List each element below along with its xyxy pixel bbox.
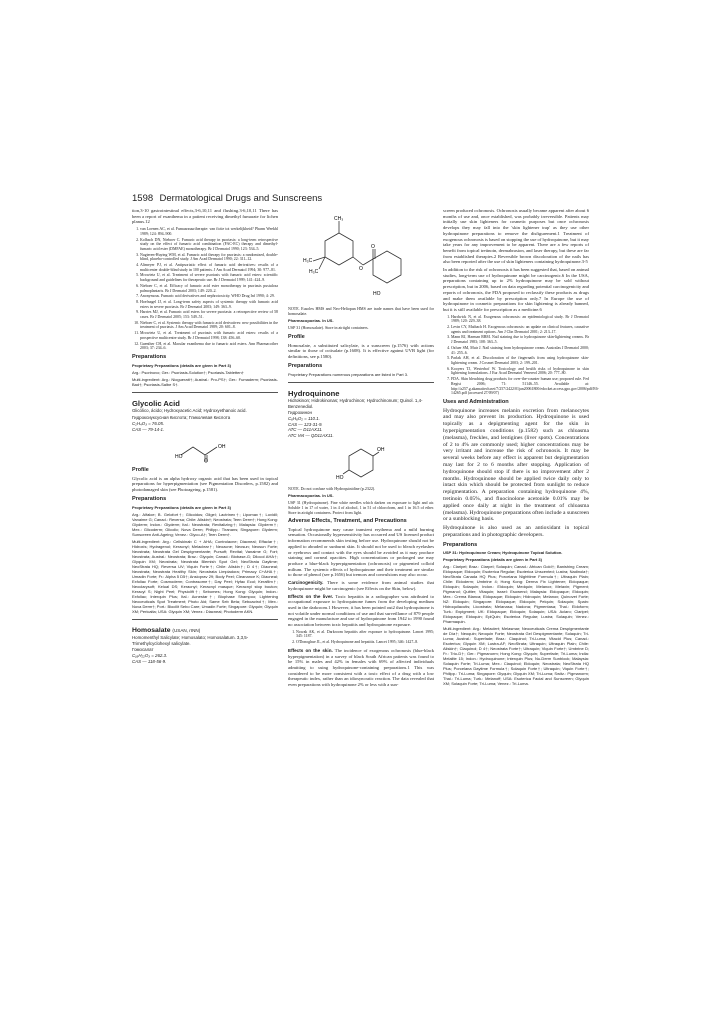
section-divider [132,619,278,620]
intro-paragraph: tion,3-10 gastrointestinal effects,3-6,10,11 and flushing.3-6,10,11 There has been a report of exanthema in a patient receiving dimethyl fumarate for lichen planus.12 [132,208,278,225]
skin-effects-paragraph [288,648,434,688]
homosalate-usp: USP 31 (Homosalate). Store in airtight containers. [288,325,369,330]
reference-item: 12. Guenther CH, et al. Macular exanthema due to fumaric acid esters. Ann Pharmacother 2003; 37: 234–6. [140,342,278,351]
carcinogenicity-paragraph [288,580,434,591]
hydroquinone-usp: USP 31 (Hydroquinone). Fine white needles which darken on exposure to light and air. Soluble 1 in 17 of water, 1 in 4 of alcohol, 1 in 51 of chloroform, and 1 in 16.5 of ether. Store in airtight containers. Protect from light. [288,500,434,516]
reference-item: 2. Levin CY, Maibach H. Exogenous ochronosis: an update on clinical features, causative agents and treatment options. Am J Clin Dermatol 2001; 2: 213–17. [451,325,589,334]
hydroquinone-synonyms: Hidrokinon; Hidrokinonas; Hydrochinon; Hydrochinonum; Quinol. 1,4-Benzenediol. [288,398,423,409]
uses-paragraph-1: Hydroquinone increases melanin excretion from melanocytes and may also prevent its production. Hydroquinone is used topically as a depigmenting agent for the skin in hyperpigmentation conditions (p.1582) such as chloasma (melasma), freckles, and lentigines (liver spots). Concentrations of 2 to 4% are commonly used; higher concentrations may be very irritant and increase the risk of ochronosis. It may be several weeks before any effect is apparent but depigmentation may last for 2 to 6 months after stopping. Application of hydroquinone should stop if there is no improvement after 2 months. Hydroquinone should be applied twice daily only to intact skin which should be protected from sunlight to reduce repigmentation. A preparation containing hydroquinone 4%, tretinoin 0.05%, and fluocinolone acetonide 0.01% may be applied once daily at night in the treatment of chloasma (melasma). Hydroquinone preparations often include a sunscreen or a sunblocking basis. [443,407,589,523]
reference-item: 11. Mrowietz U, et al. Treatment of psoriasis with fumaric acid esters: results of a prospective multicentre study. Br J Dermatol 1998; 138: 456–60. [140,331,278,340]
skin-effects-label: Effects on the skin. [288,647,333,653]
homosalate-cas: CAS — 118-56-9. [132,658,167,664]
adverse-effects-text: Topical hydroquinone may cause transient erythema and a mild burning sensation. Occasionally hypersensitivity has occurred and US licensed product information recommends skin testing before use. Hydroquinone should not be applied to abraded or sunburnt skin. It should not be used to bleach eyelashes or eyebrows and contact with the eyes should be avoided as it may produce staining and corneal opacities. High concentrations or prolonged use may produce a blue-black hyperpigmentation (ochronosis) or pigmented colloid milium. The systemic effects of hydroquinone and their treatment are similar to those of phenol (see p.1656) but tremors and convulsions may also occur. [288,526,434,578]
hydroquinone-note: NOTE. Do not confuse with Hydroquinidine (p.2322). [288,486,376,492]
reference-item: 6. Kooyers TJ, Westerhof W. Toxicology and health risks of hydroquinone in skin lightening formulations. J Eur Acad Dermatol Venereol 2006; 20: 777–80. [451,367,589,376]
multi-ingredient-list: Multi-ingredient: Arg.: Niogueratt†; Austral.: Pro-PS†; Ger.: Fumaderm; Psoriasis-Bad†; Psoriasis-Salbe S†. [132,376,278,387]
liver-effects-label: Effects on the liver. [288,593,334,599]
section-divider [132,392,278,393]
svg-text:H₃C: H₃C [309,269,319,275]
glycolic-proprietary-list: Arg.: Alfaloe; B. Gelofort†; Glicoidos; Gligel; Lactrinex†; Lipomax†; Lovidil; Vanaime G; Canad.: Reversa; Chile: Aliskin†; Neostrata; Teen Derm†; Hong Kong: Glyderm; Indon.: Glyderm; Ital.: Neostrata; Revitalizing†; Malaysia: Glyderm†; Mex.: Glicoderm; Glicolic; Nova Derm; Philipp.: Tiranans; Singapore: Glyderm; Sunscreen Anti-Ageing; Venez.: Glyco-A†; Teen Derm†. [132,511,278,537]
reference-item: 6. Nieboer C, et al. Efficacy of fumaric acid ester monotherapy in psoriasis pustulosa palmoplantaris. Br J Dermatol 2003; 149: 220–2. [140,284,278,293]
glycolic-profile-heading: Profile [132,467,149,474]
section-divider [288,382,434,383]
homosalate-structure-diagram [301,211,421,303]
svg-text:O: O [371,244,375,250]
reference-item: 2. O'Donoghue JL, et al. Hydroquinone and hepatitis. Lancet 1995; 346: 1427–8. [296,640,434,645]
hydroquinone-cas: CAS — 123-31-9. [288,421,323,427]
reference-item: 3. Mann RJ, Harman RRM. Nail staining due to hydroquinone skin-lightening creams. Br J Dermatol 1983; 108: 363–5. [451,335,589,344]
page-number: 1598 [132,193,154,204]
svg-text:HO: HO [373,291,381,297]
hydroquinone-pharmacopoeias: Pharmacopoeias. In US. [288,493,334,499]
reference-item: 7. Anonymous. Fumaric acid derivatives and nephrotoxicity. WHO Drug Inf 1990; 4: 29. [140,294,278,299]
glycolic-preparations-heading: Preparations [132,495,167,502]
glycolic-multi-ingredient-list: Multi-ingredient: Arg.: Cellskinab C + AHA; Controlacne; Diacneal; Effaclar†; Hidroxis; Hydragenol; Keracnyl; Melaclear†; Neoacne; Neosun; Neosun Forte; Neostrata; Neostrata Gel Despigmentante; Pursoft; Revital; Vanaime G; Fort; Neostrata; Austral.: Neostrata; Braz.: Glyquin; Canad.: Biobase-G; Dilocol AHA†; Glyquin XM; Neostrata; Neostrata Blemish Spot Gel; NeoStrata Daytime; NeoStrata HQ; Reversa UV; Viquin Forte†; Chile: Aliskin†; D 4†; Diacneal; Neostrata; Neostrata Healthy Skin; Neostrata Limpiadora; Primacy C+AHA†; Umadin Forte; Fr.: Alpha 5 D5†; Ansioprav 29; Body Peel; Cleanance K; Diacneal; Exfoliac Forte; Cosmoderm; Contrasome†; Day Peel; Hyfac Ecol; Kerafilm†; Neoclarysoft; Kelual DS; Keracnyl; Keracnyl masque; Keracnyl stop bouton; Keracyl S; Night Peel; Physiolift†; Sebomes; Hong Kong: Glyquin; Indon.: Exfoliac; Interquin Plus; Ital.: Acnestar†; Biophase Shampoo; Lightening Neoceuticals Spot Treatment; Photo Aid; Same Seb Beta; Seboactrol†; Mex.: Nova Derm†; Port.: Biocilit Sebo Care; Umadin Forte; Singapore: Glyquin; Glyquin XM; Pericalta; USA: Glyquin XM; Venez.: Diacneal; Photoderm AKN. [132,538,278,614]
hydroquinone-formula: C₆H₆O₂ = 110.1. [288,416,320,422]
fumaric-reference-list [132,227,278,351]
glycolic-profile: Glycolic acid is an alpha hydroxy organic acid that has been used in topical preparations for hyperpigmentation (see Pigmentation Disorders, p.1582) and photodamaged skin (see Photoageing, p.1581). [132,475,278,493]
hydroquinone-preparations-heading: Preparations [443,541,478,548]
adverse-effects-heading: Adverse Effects, Treatment, and Precautions [288,518,407,525]
hydroquinone-structure-diagram [336,441,386,483]
homosalate-profile: Homosalate, a substituted salicylate, is a sunscreen (p.1576) with actions similar to those of octisalate (p.1608). It is effective against UVB light (for definitions, see p.1580). [288,342,434,360]
hydroquinone-multi-ingredient-list: Multi-ingredient: Arg.: Melaclert; Melasmar; Neoceuticals Crema Despigmentante de Día†; Neoquin; Neoquin Forte; Neostrata Gel Despigmentante; Solaquin; Tri-Luma; Austral.: Superfade; Braz.: Claquinol; Tri-Luma; Vitacid Plus; Canad.: Esoterica; Glyquin XM; Lustra-AF; NeoStrata; Ultraquin; Ultraquin Plain; Chile: Aliskin†; Claquinol; D 4†; Neostrata Forte†; Ultraquin; Viquin Forte†; Umbrine D; Fr.: Trio-D†; Ger.: Pigmanorm; Hong Kong: Glyquin; Superfade; Tri-Luma; India: Melalite 15; Indon.: Hydroquinone; Interquin Plus; Nu-Derm Sunblock; Malaysia: Solaquin Forte; Tri-Luma; Mex.: Claquinol; Eldoquin; Neostrata; NeoStrata HQ Plus; Porcelana Daytime Formula†; Solaquin Forte†; Ultraquin; Viquin Forte†; Philipp.: Tri-Luma; Singapore: Glyquin; Glyquin XM; Tri-Luma; Switz.: Pigmanorm; Thai.: Tri-Luma; Turk.: Melanoff; USA: Esoterica Facial and Sunscreen; Glyquin XM; Solaquin Forte; Tri-Luma; Venez.: Tri-Luma. [443,626,589,687]
homosalate-title [132,628,278,634]
uses-heading: Uses and Administration [443,398,509,405]
reference-item: 9. Harries MJ, et al. Fumaric acid esters for severe psoriasis: a retrospective review of 58 cases. Br J Dermatol 2005; 153: 549–51. [140,310,278,319]
reference-item: 1. van Loenen AC, et al. Fumaarzuurtherapie: van fictie tot werkelijkheid? Pharm Weekbl 1989; 124: 894–900. [140,227,278,236]
column-1 [132,208,278,664]
carcinogenicity-label: Carcinogenicity. [288,580,324,586]
homosalate-formula: C₁₆H₂₂O₃ = 262.3. [132,653,168,659]
reference-item: 8. Hoefnagel JJ, et al. Long-term safety aspects of systemic therapy with fumaric acid esters in severe psoriasis. Br J Dermatol 2003; 149: 363–9. [140,300,278,309]
hydroquinone-proprietary-label: Proprietary Preparations (details are given in Part 3) [443,557,542,563]
carcinogenicity-continued: In addition to the risk of ochronosis it has been suggested that, based on animal studies, long-term use of hydroquinone might be carcinogenic.6 In the USA, preparations containing up to 2% hydroquinone may be sold without prescription, but in 2006, based on data regarding potential carcinogenicity and reports of ochronosis, the FDA proposed to reclassify these products as drugs and make them available by prescription only.7 In Europe the use of hydroquinone in cosmetic preparations for skin lightening is already banned, but it is still available for prescription as a medicine.6 [443,267,589,312]
reference-item: 4. Altmeyer PJ, et al. Antipsoriatic effect of fumaric acid derivatives: results of a multicenter double-blind study in 100 patients. J Am Acad Dermatol 1994; 30: 977–81. [140,263,278,272]
proprietary-label: Proprietary Preparations (details are given in Part 3) [132,362,231,368]
reference-item: 5. Mrowietz U, et al. Treatment of severe psoriasis with fumaric acid esters: scientific background and guidelines for therapeutic use. Br J Dermatol 1999; 141: 424–9. [140,273,278,282]
homosalate-pharmacopoeias: Pharmacopoeias. In US. [288,318,334,323]
glycolic-formula: C₂H₄O₃ = 76.05. [132,421,165,427]
liver-reference-list [288,630,434,645]
reference-item: 1. Hardwick N, et al. Exogenous ochronosis: an epidemiological study. Br J Dermatol 1989; 120: 229–38. [451,315,589,324]
homosalate-proprietary: Proprietary Preparations numerous preparations are listed in Part 3. [288,371,409,377]
svg-text:CH₃: CH₃ [334,216,344,222]
homosalate-synonyms: Homomenthyl Salicylate; Homosalato; Homosalatum. 3,3,5-Trimethylcyclohexyl salicylate. [132,635,249,646]
glycolic-synonyms: Glicólico, ácido; Hydroxyacetic Acid; Hydroxyethanoic acid. [132,408,247,414]
glycolic-acid-structure-diagram [175,435,235,463]
reference-item: 5. Parlak AH, et al. Discoloration of the fingernails from using hydroquinone skin-lightening cream. J Cosmet Dermatol 2003; 2: 199–201. [451,356,589,365]
liver-effects-text: Toxic hepatitis in a radiographer was attributed to occupational exposure to hydroquinone fumes from the developing medium used in the darkroom.1 However, it has been pointed out2 that hydroquinone is not volatile under normal conditions of use and that surveillance of 879 people engaged in the manufacture and use of hydroquinone from 1942 to 1990 found no association between toxic hepatitis and hydroquinone exposure. [288,593,434,628]
preparations-heading: Preparations [132,353,167,360]
carcinogenicity-text: There is some evidence from animal studies that hydroquinone might be carcinogenic (see Effects on the Skin, below). [288,580,434,591]
hydroquinone-atc: ATC — D11AX11. [288,427,323,433]
reference-item: 4. Ozluer SM, Muir J. Nail staining from hydroquinone cream. Australas J Dermatol 2000; 41: 255–6. [451,346,589,355]
reference-item: 2. Kolbach DN, Nieboer C. Fumaric acid therapy in psoriasis: a long-term retrospective study on the effect of fumaric acid combination (FAC-EC) therapy and dimethyl-fumaric acid ester (DMFAE) monotherapy. Br J Dermatol 1990; 123: 534–5. [140,238,278,252]
reference-item: 1. Nowak AK, et al. Darkroom hepatitis after exposure to hydroquinone. Lancet 1995; 345: 1187. [296,630,434,639]
svg-text:HO: HO [175,454,183,461]
running-header [132,193,602,207]
svg-text:O: O [359,266,363,272]
reference-item: 7. FDA. Skin bleaching drug products for over-the-counter human use; proposed rule. Fed Regist 2006; 71: 51146–55. Available at: http://a257.g.akamaitech.net/7/257/2422/01jan20061800/edocket.access.gpo.gov/2006/pdf/E6-14265.pdf (accessed 27/09/07) [451,377,589,396]
homosalate-title-text: Homosalate [132,626,171,634]
column-3 [443,208,599,688]
glycolic-cas: CAS — 79-14-1. [132,426,165,432]
homosalate-profile-heading: Profile [288,334,305,340]
column-2 [288,208,434,690]
glycolic-synonyms-cyrillic: Гидроксиуксусная Кислота; Гликолевая Кислота [132,414,231,420]
hydroquinone-title: Hydroquinone [288,388,340,398]
reference-item: 3. Nugteren-Huying WM, et al. Fumaric acid therapy for psoriasis: a randomized, double-blind, placebo-controlled study. J Am Acad Dermatol 1990; 22: 311–12. [140,253,278,262]
glycolic-acid-title: Glycolic Acid [132,398,180,408]
glycolic-proprietary-label: Proprietary Preparations (details are given in Part 3) [132,504,231,510]
proprietary-list: Arg.: Psorinovo; Ger.: Psoriasis-Solution†; Psoriasis-Tabletten† [132,369,244,375]
svg-text:O: O [204,458,208,464]
homosalate-note: NOTE. Eusolex HMS and Neo-Heliopan HMS are trade names that have been used for homosalate. [288,306,434,316]
svg-text:OH: OH [377,447,385,454]
uses-paragraph-2: Hydroquinone is also used as an antioxidant in topical preparations and in photographic developers. [443,525,589,538]
svg-text:HO: HO [336,475,344,482]
svg-text:OH: OH [218,444,226,451]
homosalate-title-suffix: (USAN, rINN) [172,627,201,633]
hydroquinone-synonyms-cyrillic: Гидрохинон [288,410,312,416]
hydroquinone-atc-vet: ATC Vet — QD11AX11. [288,432,334,438]
skin-effects-text: The incidence of exogenous ochronosis (blue-black hyperpigmentation) in a survey of black South African patients was found to be 15% in males and 42% in females with 69% of affected individuals admitting to using hydroquinone-containing preparations.1 This was considered to be more consistent with a toxic effect of a drug with a low therapeutic index, rather than an idiosyncratic reaction. The data revealed that even preparations with hydroquinone 2% or less with a sun- [288,647,434,688]
skin-effects-continued: screen produced ochronosis. Ochronosis usually became apparent after about 6 months of use and, once established, was probably irreversible. Patients may initially use skin lighteners for cosmetic purposes but once ochronosis develops they may fall into the 'skin lightener trap' as they use other hydroquinone preparations to remove the disfigurement.1 Treatment of exogenous ochronosis is based on stopping the use of hydroquinone, but it may take years for any improvement to be apparent. There are a few reports of benefit from topical tretinoin, dermabrasion, and laser therapy, but these are far from established therapies.2 Reversible brown discoloration of the nails has also been reported after the use of skin lighteners containing hydroquinone.3-5 [443,208,589,265]
liver-effects-paragraph [288,594,434,628]
running-title: Dermatological Drugs and Sunscreens [159,193,323,204]
skin-reference-list [443,314,599,396]
homosalate-synonyms-cyrillic: Гомосалат [132,647,154,653]
homosalate-preparations-heading: Preparations [288,362,323,369]
usp-preparations: USP 31: Hydroquinone Cream; Hydroquinone Topical Solution. [443,550,563,556]
reference-item: 10. Nieboer C, et al. Systemic therapy with fumaric acid derivatives: new possibilities in the treatment of psoriasis. J Am Acad Dermatol 1989; 20: 601–8. [140,321,278,330]
hydroquinone-proprietary-list: Arg.: Claripel; Braz.: Clarpel; Solaquin; Canad.: African Gold†; Banishing Cream; Eldopaque; Eldoquin; Esoterica Regular; Esoterica Unscented; Lustra; Nadinola†; NeoStrata Canada HQ Plus; Porcelana Nighttime Formula†; Ultraquin Plain; Chile: Eldoderm; Umbrine 4; Hong Kong: Derma Fix Lightener; Eldopaque; Eldoquin; Solaquin; Indon.: Eldoquin; Medquin; Melanox; Melaxin; Pigment; Pigmanol; Quitter; Vitaquin; Israel: Esowend; Malaysia: Eldopaque; Eldoquin; Mex.: Crema Blanca; Eldopaque; Eldoquin; Hidroquin; Melanox; Quinovet Forte; NZ: Eldoquin; Singapore: Eldopaque; Eldoquin; Pelquin; Solaquin; Spain: Hidroquilacutis; Licostrata; Melanasa; Nadona; Pigmentasa; Thai.: Eldoform; Turk.: Expigment; UK: Eldopaque; Eldoquin; Solaquin; USA: Aclaro; Claripel; Eldopaque; Eldoquin; EpiQuin; Esoterica Regular; Lustra; Solaquin; Venez.: Pharmaquin. [443,564,589,625]
svg-text:H₃C: H₃C [303,258,313,264]
